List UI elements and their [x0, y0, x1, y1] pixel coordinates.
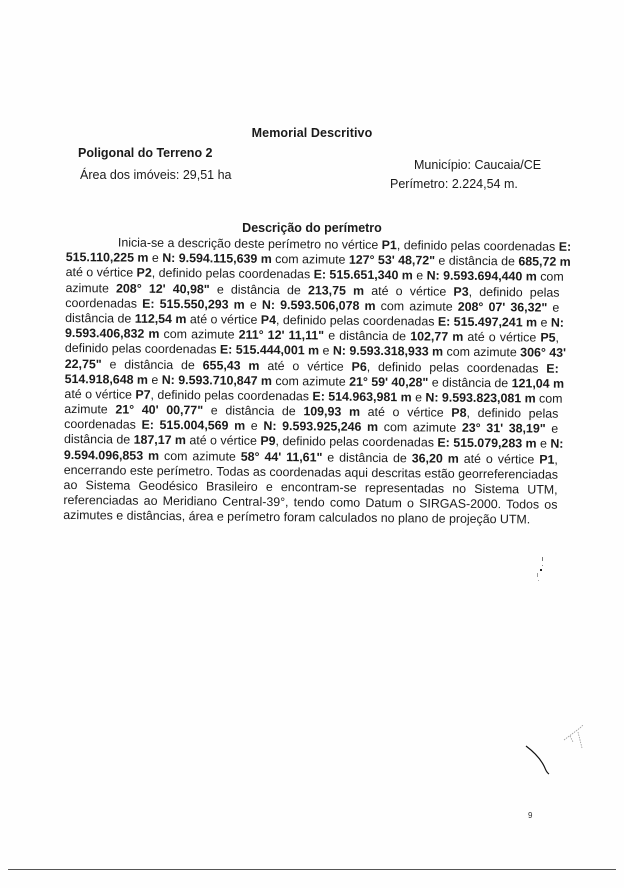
text-run: com azimute: [159, 327, 239, 342]
bold-value: N:: [550, 437, 564, 452]
bold-value: 36,20 m: [411, 450, 459, 466]
text-run: azimute: [65, 280, 117, 296]
text-run: , definido pelas coordenadas: [151, 266, 314, 282]
bold-value: E:: [558, 239, 572, 254]
text-run: até o vértice: [364, 283, 454, 299]
bold-value: 58° 44' 11,61": [240, 449, 323, 465]
text-run: até o vértice: [463, 329, 541, 345]
text-run: coordenadas: [65, 295, 143, 311]
bold-value: 515.110,225 m: [65, 250, 149, 265]
text-run: , definido pelas coordenadas: [366, 359, 547, 376]
text-run: e distância de: [203, 403, 304, 419]
bold-value: N:: [550, 315, 565, 330]
text-run: e distância de: [324, 328, 411, 344]
text-run: e: [411, 390, 426, 405]
text-run: e: [147, 372, 162, 387]
text-run: com azimute: [375, 298, 458, 314]
bold-value: N: 9.594.115,639 m: [162, 251, 272, 267]
area-text: Área dos imóveis: 29,51 ha: [80, 168, 232, 182]
bold-value: N: 9.593.823,081 m: [425, 390, 536, 406]
text-run: e: [148, 250, 163, 266]
bold-value: P5: [540, 330, 556, 345]
text-run: até o vértice: [259, 358, 352, 374]
bold-value: 127° 53' 48,72": [348, 252, 436, 268]
text-run: ,: [555, 330, 560, 345]
text-run: e distância de: [322, 450, 412, 465]
text-run: referenciadas ao Meridiano Central-39°, tendo como Datum o SIRGAS-2000. Todos os: [63, 493, 558, 512]
text-run: até o vértice: [64, 386, 136, 402]
bold-value: 21° 40' 00,77": [115, 402, 204, 418]
text-run: , definido pelas coordenadas: [275, 434, 438, 451]
bold-value: E: 515.497,241 m: [437, 314, 538, 330]
polygon-name: Poligonal do Terreno 2: [78, 146, 213, 160]
bold-value: 213,75 m: [307, 282, 365, 298]
bold-value: 21° 59' 40,28": [349, 374, 429, 390]
perimeter-text: Perímetro: 2.224,54 m.: [390, 177, 518, 191]
text-run: até o vértice: [186, 312, 261, 327]
bold-value: P6: [351, 359, 367, 374]
bold-value: 23° 31' 38,19": [461, 421, 546, 436]
bold-value: P4: [260, 312, 277, 327]
bold-value: P1: [539, 452, 555, 467]
text-run: com azimute: [271, 252, 349, 267]
document-title: Memorial Descritivo: [251, 126, 373, 140]
bold-value: 9.594.096,853 m: [63, 447, 160, 463]
text-run: com azimute: [443, 344, 521, 360]
bold-value: N: 9.593.925,246 m: [263, 419, 379, 435]
text-run: e: [244, 297, 263, 312]
text-run: até o vértice: [458, 451, 540, 467]
bold-value: 211° 12' 11,11": [238, 327, 325, 343]
text-run: até o vértice: [185, 433, 261, 449]
text-run: com azimute: [378, 420, 462, 436]
bold-value: 208° 12' 40,98": [116, 281, 210, 296]
text-run: com: [536, 269, 564, 285]
text-run: , definido pelas: [466, 405, 559, 421]
bold-value: 109,93 m: [303, 404, 361, 419]
handwritten-initials-mark: [560, 722, 590, 758]
text-run: e distância de: [434, 253, 519, 269]
bold-value: 121,04 m: [511, 375, 565, 391]
text-run: e: [319, 343, 333, 358]
text-run: encerrando este perímetro. Todas as coordenadas aqui descritas estão georreferenciadas: [63, 462, 559, 482]
text-run: e distância de: [209, 281, 309, 297]
bold-value: 102,77 m: [410, 329, 464, 344]
bold-value: E: 515.550,293 m: [142, 296, 245, 312]
text-run: , definido pelas coordenadas: [150, 387, 313, 404]
text-run: e: [547, 300, 560, 315]
text-run: azimute: [64, 402, 116, 417]
municipality-text: Município: Caucaia/CE: [414, 158, 542, 172]
bold-value: E: 515.004,569 m: [141, 417, 246, 433]
text-run: ,: [554, 452, 558, 467]
text-run: , definido pelas coordenadas: [396, 238, 559, 254]
text-run: e: [545, 421, 559, 436]
bold-value: 187,17 m: [133, 433, 187, 448]
text-run: azimutes e distâncias, área e perímetro foram calculados no plano de projeção UTM.: [63, 508, 531, 527]
text-run: coordenadas: [64, 417, 142, 432]
pen-stroke-mark: [520, 740, 560, 780]
bold-value: P8: [451, 405, 467, 420]
text-run: definido pelas coordenadas: [64, 341, 220, 357]
bold-value: N: 9.593.710,847 m: [161, 372, 273, 388]
text-run: distância de: [65, 310, 135, 326]
bold-value: E: 515.079,283 m: [437, 436, 537, 451]
bold-value: P7: [135, 387, 151, 402]
text-run: , definido pelas: [468, 284, 560, 300]
text-run: e: [536, 436, 551, 452]
text-run: e distância de: [101, 356, 203, 372]
text-run: e: [412, 268, 427, 283]
bold-value: P2: [136, 266, 152, 281]
text-run: até o vértice: [65, 265, 137, 281]
text-run: , definido pelas coordenadas: [275, 312, 438, 329]
text-run: Inicia-se a descrição deste perímetro no vértice: [117, 235, 382, 253]
scan-speck-marks: [535, 555, 555, 595]
bold-value: N: 9.593.506,078 m: [261, 297, 376, 313]
footer-divider: [8, 869, 616, 870]
text-run: até o vértice: [359, 404, 452, 420]
text-run: distância de: [63, 432, 134, 448]
text-run: com azimute: [271, 373, 350, 389]
bold-value: 655,43 m: [202, 357, 260, 373]
bold-value: E: 514.963,981 m: [312, 389, 412, 405]
text-run: ao Sistema Geodésico Brasileiro e encontram-se representadas no Sistema UTM,: [63, 477, 558, 497]
section-title: Descrição do perímetro: [242, 221, 382, 235]
bold-value: 9.593.406,832 m: [64, 326, 160, 342]
bold-value: P1: [381, 238, 397, 253]
bold-value: E:: [546, 361, 559, 376]
bold-value: 208° 07' 36,32": [457, 299, 548, 315]
bold-value: N: 9.593.694,440 m: [426, 268, 537, 284]
text-run: e: [537, 315, 551, 330]
bold-value: N: 9.593.318,933 m: [332, 343, 444, 359]
text-run: e: [245, 418, 264, 434]
bold-value: 306° 43': [520, 345, 567, 361]
bold-value: 112,54 m: [134, 311, 187, 327]
bold-value: P9: [260, 434, 276, 449]
bold-value: E: 515.444,001 m: [219, 342, 320, 358]
perimeter-description-paragraph: [63, 235, 572, 528]
page-number: 9: [528, 811, 533, 820]
bold-value: 514.918,648 m: [64, 371, 149, 387]
bold-value: P3: [453, 284, 469, 299]
bold-value: E: 515.651,340 m: [313, 267, 413, 283]
bold-value: 685,72 m: [518, 254, 571, 270]
text-run: e distância de: [428, 375, 512, 390]
text-run: com azimute: [159, 448, 241, 464]
text-run: com: [535, 391, 563, 406]
bold-value: 22,75": [64, 356, 102, 371]
